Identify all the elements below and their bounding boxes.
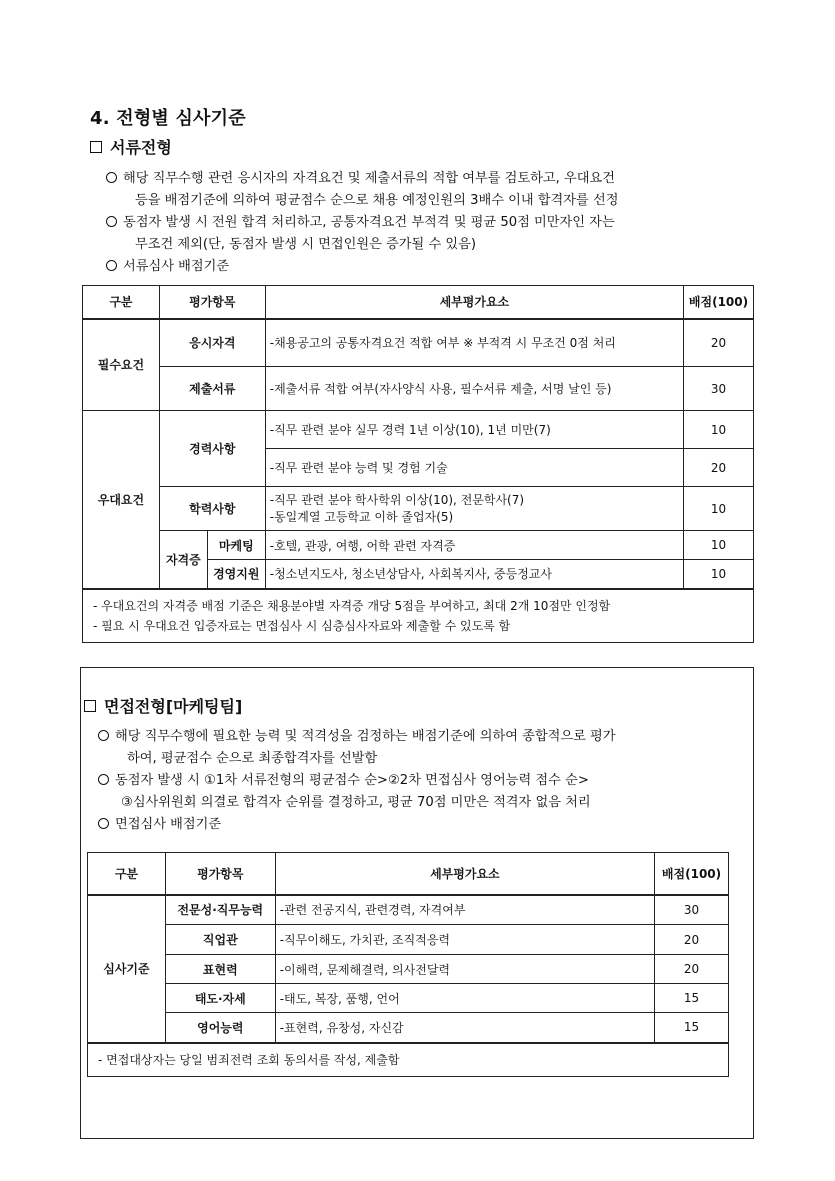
note-2: - 필요 시 우대요건 입증자료는 면접심사 시 심층심사자료와 제출할 수 있도록 함 bbox=[93, 618, 511, 633]
score-education: 10 bbox=[684, 487, 754, 531]
item-work-ethic: 직업관 bbox=[165, 925, 275, 955]
detail-career-1: -직무 관련 분야 실무 경력 1년 이상(10), 1년 미만(7) bbox=[265, 411, 683, 449]
detail-attitude: -태도, 복장, 품행, 언어 bbox=[275, 984, 654, 1013]
item-career: 경력사항 bbox=[159, 411, 265, 487]
document-screening-heading bbox=[90, 135, 172, 158]
table-row bbox=[83, 411, 754, 449]
paragraph-2-line-1: 동점자 발생 시 전원 합격 처리하고, 공통자격요건 부적격 및 평균 50점 미만자인 자는 bbox=[123, 215, 615, 230]
item-certificate: 자격증 bbox=[159, 531, 207, 589]
item-documents: 제출서류 bbox=[159, 367, 265, 411]
score-certificate-management: 10 bbox=[684, 560, 754, 589]
score-documents: 30 bbox=[684, 367, 754, 411]
paragraph-1-line-2: 등을 배점기준에 의하여 평균점수 순으로 채용 예정인원의 3배수 이내 합격자를 선정 bbox=[135, 193, 619, 208]
score-certificate-marketing: 10 bbox=[684, 531, 754, 560]
paragraph-3-line-1: 서류심사 배점기준 bbox=[123, 259, 230, 274]
detail-documents: -제출서류 적합 여부(자사양식 사용, 필수서류 제출, 서명 날인 등) bbox=[265, 367, 683, 411]
detail-education-1: -직무 관련 분야 학사학위 이상(10), 전문학사(7) bbox=[269, 492, 525, 507]
table-notes-row bbox=[88, 1043, 729, 1077]
paragraph-3 bbox=[98, 814, 738, 836]
table-row bbox=[83, 319, 754, 367]
table-row bbox=[88, 895, 729, 925]
header-item: 평가항목 bbox=[165, 853, 275, 895]
table-row bbox=[88, 925, 729, 955]
table-header-row bbox=[83, 286, 754, 319]
detail-certificate-marketing: -호텔, 관광, 여행, 어학 관련 자격증 bbox=[265, 531, 683, 560]
item-expression: 표현력 bbox=[165, 955, 275, 984]
group-required: 필수요건 bbox=[83, 319, 160, 411]
score-attitude: 15 bbox=[655, 984, 729, 1013]
header-score: 배점(100) bbox=[655, 853, 729, 895]
group-criteria: 심사기준 bbox=[88, 895, 166, 1043]
circle-bullet-icon bbox=[106, 260, 117, 271]
item-education: 학력사항 bbox=[159, 487, 265, 531]
detail-career-2: -직무 관련 분야 능력 및 경험 기술 bbox=[265, 449, 683, 487]
header-category: 구분 bbox=[83, 286, 160, 319]
table-row bbox=[83, 367, 754, 411]
table-row bbox=[88, 1013, 729, 1043]
paragraph-2 bbox=[106, 212, 746, 256]
item-expertise: 전문성·직무능력 bbox=[165, 895, 275, 925]
interview-screening-heading-text: 면접전형[마케팅팀] bbox=[104, 697, 243, 716]
document-screening-paragraphs bbox=[106, 168, 746, 278]
section-title: 4. 전형별 심사기준 bbox=[90, 108, 246, 129]
detail-eligibility: -채용공고의 공통자격요건 적합 여부 ※ 부적격 시 무조건 0점 처리 bbox=[265, 319, 683, 367]
paragraph-1-line-1: 해당 직무수행 관련 응시자의 자격요건 및 제출서류의 적합 여부를 검토하고, 우대요건 bbox=[123, 171, 615, 186]
certificate-management: 경영지원 bbox=[207, 560, 265, 589]
document-screening-table bbox=[82, 285, 754, 643]
paragraph-1 bbox=[98, 726, 738, 770]
table-row bbox=[83, 487, 754, 531]
score-career-1: 10 bbox=[684, 411, 754, 449]
score-work-ethic: 20 bbox=[655, 925, 729, 955]
paragraph-2 bbox=[98, 770, 738, 814]
detail-education bbox=[265, 487, 683, 531]
paragraph-1-line-2: 하여, 평균점수 순으로 최종합격자를 선발함 bbox=[127, 751, 378, 766]
paragraph-3-line-1: 면접심사 배점기준 bbox=[115, 817, 222, 832]
score-english: 15 bbox=[655, 1013, 729, 1043]
circle-bullet-icon bbox=[98, 818, 109, 829]
score-expertise: 30 bbox=[655, 895, 729, 925]
header-category: 구분 bbox=[88, 853, 166, 895]
item-english: 영어능력 bbox=[165, 1013, 275, 1043]
table-row bbox=[88, 984, 729, 1013]
detail-education-2: -동일계열 고등학교 이하 졸업자(5) bbox=[269, 509, 454, 524]
checkbox-square-icon bbox=[84, 700, 96, 712]
table-header-row bbox=[88, 853, 729, 895]
paragraph-3 bbox=[106, 256, 746, 278]
interview-screening-table bbox=[87, 852, 729, 1077]
item-attitude: 태도·자세 bbox=[165, 984, 275, 1013]
table-notes-row bbox=[83, 589, 754, 643]
checkbox-square-icon bbox=[90, 141, 102, 153]
paragraph-2-line-2: 무조건 제외(단, 동점자 발생 시 면접인원은 증가될 수 있음) bbox=[135, 237, 477, 252]
detail-expression: -이해력, 문제해결력, 의사전달력 bbox=[275, 955, 654, 984]
group-preferred: 우대요건 bbox=[83, 411, 160, 589]
paragraph-2-line-1: 동점자 발생 시 ①1차 서류전형의 평균점수 순>②2차 면접심사 영어능력 점수 순> bbox=[115, 773, 589, 788]
header-item: 평가항목 bbox=[159, 286, 265, 319]
table-row bbox=[83, 531, 754, 560]
score-career-2: 20 bbox=[684, 449, 754, 487]
table-note: - 면접대상자는 당일 범죄전력 조회 동의서를 작성, 제출함 bbox=[88, 1043, 729, 1077]
header-detail: 세부평가요소 bbox=[265, 286, 683, 319]
table-row bbox=[88, 955, 729, 984]
score-expression: 20 bbox=[655, 955, 729, 984]
item-eligibility: 응시자격 bbox=[159, 319, 265, 367]
circle-bullet-icon bbox=[98, 730, 109, 741]
header-detail: 세부평가요소 bbox=[275, 853, 654, 895]
circle-bullet-icon bbox=[98, 774, 109, 785]
paragraph-2-line-2: ③심사위원회 의결로 합격자 순위를 결정하고, 평균 70점 미만은 적격자 없음 처리 bbox=[121, 795, 591, 810]
certificate-marketing: 마케팅 bbox=[207, 531, 265, 560]
circle-bullet-icon bbox=[106, 172, 117, 183]
header-score: 배점(100) bbox=[684, 286, 754, 319]
interview-screening-heading bbox=[84, 694, 242, 717]
detail-work-ethic: -직무이해도, 가치관, 조직적응력 bbox=[275, 925, 654, 955]
circle-bullet-icon bbox=[106, 216, 117, 227]
document-screening-heading-text: 서류전형 bbox=[110, 138, 172, 157]
table-notes bbox=[83, 589, 754, 643]
paragraph-1 bbox=[106, 168, 746, 212]
paragraph-1-line-1: 해당 직무수행에 필요한 능력 및 적격성을 검정하는 배점기준에 의하여 종합적으로 평가 bbox=[115, 729, 616, 744]
detail-english: -표현력, 유창성, 자신감 bbox=[275, 1013, 654, 1043]
detail-expertise: -관련 전공지식, 관련경력, 자격여부 bbox=[275, 895, 654, 925]
detail-certificate-management: -청소년지도사, 청소년상담사, 사회복지사, 중등정교사 bbox=[265, 560, 683, 589]
score-eligibility: 20 bbox=[684, 319, 754, 367]
interview-screening-paragraphs bbox=[98, 726, 738, 836]
note-1: - 우대요건의 자격증 배점 기준은 채용분야별 자격증 개당 5점을 부여하고, 최대 2개 10점만 인정함 bbox=[93, 598, 611, 613]
